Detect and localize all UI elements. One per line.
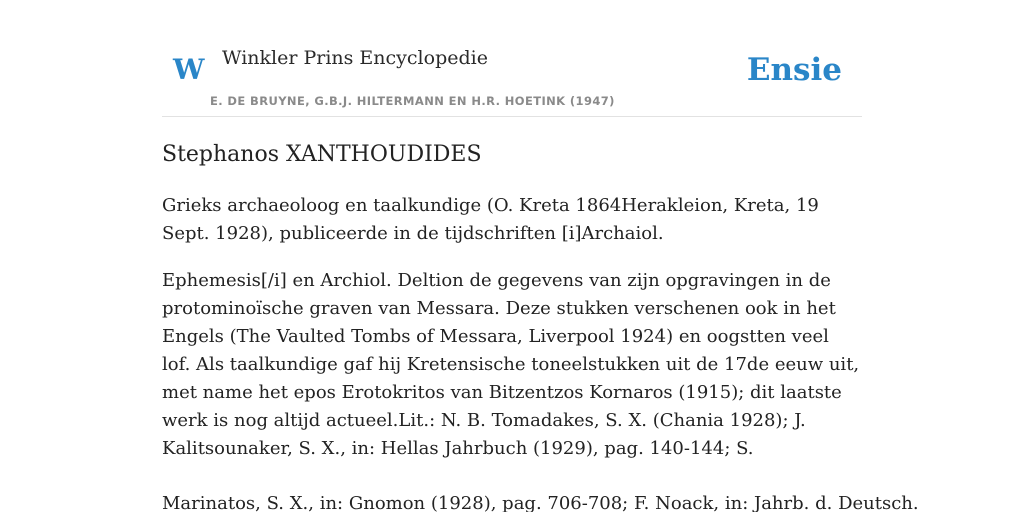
article-paragraph: Ephemesis[/i] en Archiol. Deltion de gegevens van zijn opgravingen in de protominoïsche graven van Messara. Deze stukken verschenen ook in het Engels (The Vaulted Tombs of Messara, Liverpool 1924) en oogstten veel lof. Als taalkundige gaf hij Kretensische toneelstukken uit de 17de eeuw uit, met name het epos Erotokritos van Bitzentzos Kornaros (1915); dit laatste werk is nog altijd actueel.Lit.: N. B. Tomadakes, S. X. (Chania 1928); J. Kalitsounaker, S. X., in: Hellas Jahrbuch (1929), pag. 140-144; S.: [162, 270, 860, 459]
page-container: [162, 0, 919, 512]
article-paragraph: Grieks archaeoloog en taalkundige (O. Kreta 1864Herakleion, Kreta, 19 Sept. 1928), publiceerde in de tijdschriften [i]Archaiol.: [162, 195, 819, 244]
article-paragraph: Marinatos, S. X., in: Gnomon (1928), pag. 706-708; F. Noack, in: Jahrb. d. Deutsch.: [162, 493, 919, 512]
source-title-link[interactable]: Winkler Prins Encyclopedie: [222, 47, 488, 69]
ensie-brand-logo[interactable]: Ensie: [746, 52, 842, 88]
article-title: Stephanos XANTHOUDIDES: [162, 142, 482, 167]
source-logo[interactable]: W: [173, 53, 205, 86]
source-header: [162, 0, 862, 117]
source-authors: E. DE BRUYNE, G.B.J. HILTERMANN EN H.R. HOETINK (1947): [210, 94, 615, 108]
